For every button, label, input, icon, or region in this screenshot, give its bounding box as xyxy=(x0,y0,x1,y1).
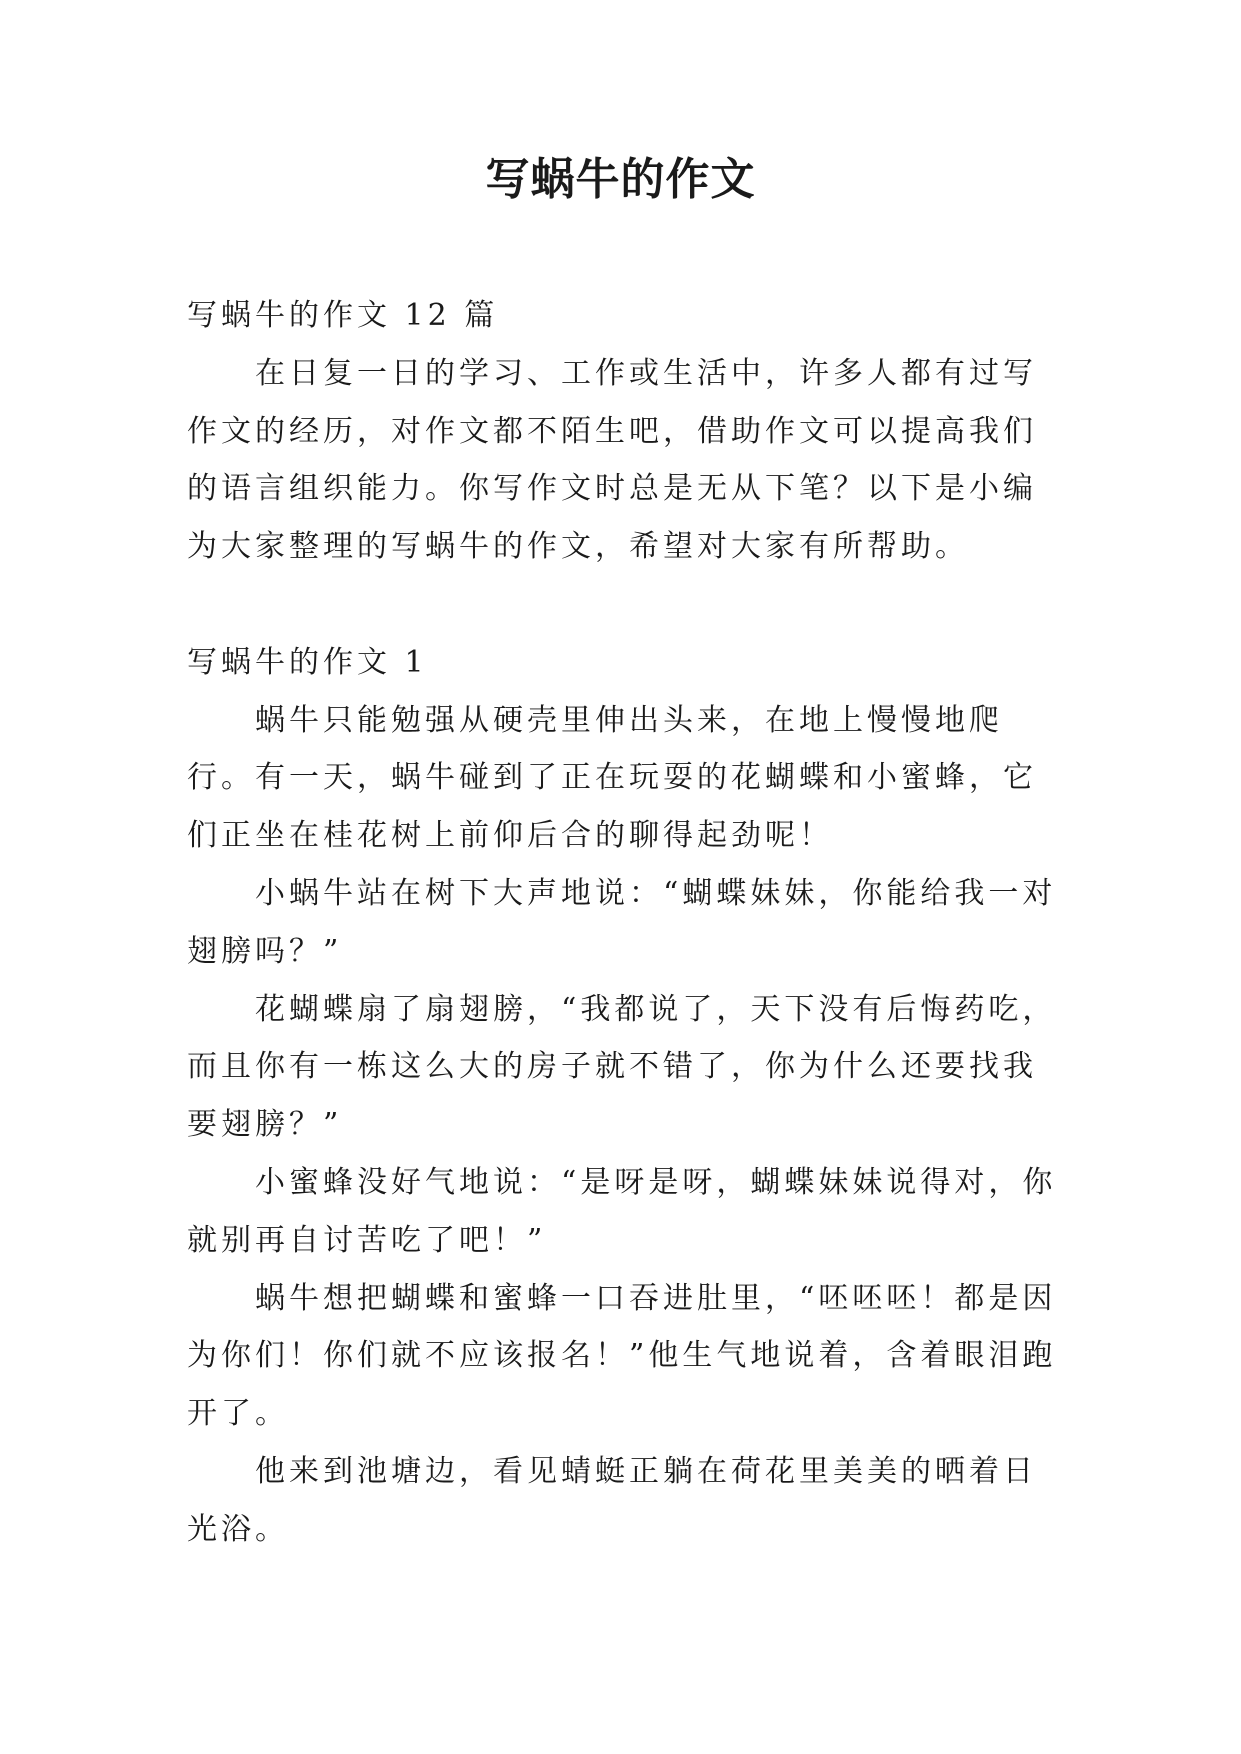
essay-1-paragraph: 小蜗牛站在树下大声地说：“蝴蝶妹妹，你能给我一对翅膀吗？” xyxy=(187,875,1057,969)
intro-paragraph: 在日复一日的学习、工作或生活中，许多人都有过写作文的经历，对作文都不陌生吧，借助作文可以提高我们的语言组织能力。你写作文时总是无从下笔？以下是小编为大家整理的写蜗牛的作文，希望对大家有所帮助。 xyxy=(187,355,1037,565)
document-body xyxy=(187,287,1057,1559)
essay-1-paragraph: 他来到池塘边，看见蜻蜓正躺在荷花里美美的晒着日光浴。 xyxy=(187,1453,1037,1547)
essay-1-paragraph: 花蝴蝶扇了扇翅膀，“我都说了，天下没有后悔药吃，而且你有一栋这么大的房子就不错了，你为什么还要找我要翅膀？” xyxy=(187,991,1057,1143)
essay-1-paragraph: 蜗牛想把蝴蝶和蜜蜂一口吞进肚里，“呸呸呸！都是因为你们！你们就不应该报名！”他生气地说着，含着眼泪跑开了。 xyxy=(187,1280,1057,1432)
document-title: 写蜗牛的作文 xyxy=(485,154,756,205)
essay-1-paragraph: 小蜜蜂没好气地说：“是呀是呀，蝴蝶妹妹说得对，你就别再自讨苦吃了吧！” xyxy=(187,1164,1057,1258)
intro-heading: 写蜗牛的作文 12 篇 xyxy=(187,298,499,333)
essay-1-heading: 写蜗牛的作文 1 xyxy=(187,644,428,680)
section-spacer xyxy=(187,576,1057,634)
essay-1-paragraph: 蜗牛只能勉强从硬壳里伸出头来，在地上慢慢地爬行。有一天，蜗牛碰到了正在玩耍的花蝴蝶和小蜜蜂，它们正坐在桂花树上前仰后合的聊得起劲呢！ xyxy=(187,702,1037,854)
